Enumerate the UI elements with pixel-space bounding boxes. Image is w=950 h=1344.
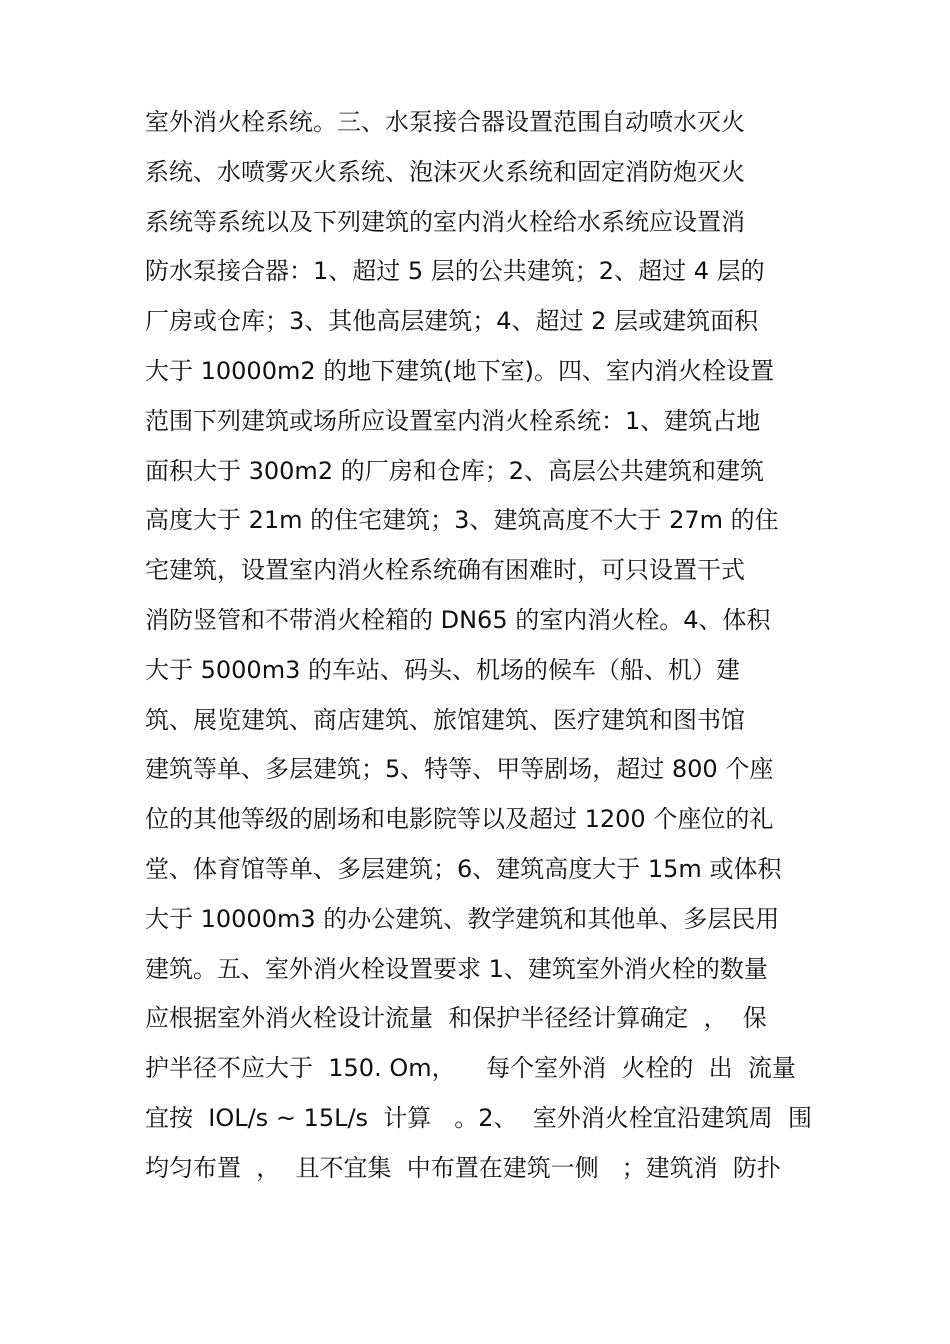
text-line-3: 系统等系统以及下列建筑的室内消火栓给水系统应设置消 [145, 207, 745, 236]
text-line-14: 建筑等单、多层建筑；5、特等、甲等剧场，超过 800 个座 [145, 755, 774, 784]
text-line-6: 大于 10000m2 的地下建筑(地下室)。四、室内消火栓设置 [145, 356, 774, 385]
text-line-16: 堂、体育馆等单、多层建筑；6、建筑高度大于 15m 或体积 [145, 854, 782, 883]
text-line-2: 系统、水喷雾灭火系统、泡沫灭火系统和固定消防炮灭火 [145, 157, 745, 186]
text-line-4: 防水泵接合器：1、超过 5 层的公共建筑；2、超过 4 层的 [145, 257, 765, 286]
text-line-18: 建筑。五、室外消火栓设置要求 1、建筑室外消火栓的数量 [145, 954, 768, 983]
text-line-13: 筑、展览建筑、商店建筑、旅馆建筑、医疗建筑和图书馆 [145, 705, 745, 734]
text-line-21: 宜按 IOL/s ~ 15L/s 计算 。2、 室外消火栓宜沿建筑周 围 [145, 1103, 812, 1132]
body-text [145, 98, 825, 1194]
text-line-8: 面积大于 300m2 的厂房和仓库；2、高层公共建筑和建筑 [145, 456, 764, 485]
text-line-9: 高度大于 21m 的住宅建筑；3、建筑高度不大于 27m 的住 [145, 506, 779, 535]
text-line-11: 消防竖管和不带消火栓箱的 DN65 的室内消火栓。4、体积 [145, 605, 771, 634]
text-line-17: 大于 10000m3 的办公建筑、教学建筑和其他单、多层民用 [145, 904, 780, 933]
text-line-20: 护半径不应大于 150. Om， 每个室外消 火栓的 出 流量 [145, 1054, 796, 1083]
text-line-1: 室外消火栓系统。三、水泵接合器设置范围自动喷水灭火 [145, 108, 745, 136]
text-line-7: 范围下列建筑或场所应设置室内消火栓系统：1、建筑占地 [145, 406, 761, 435]
text-line-22: 均匀布置 ， 且不宜集 中布置在建筑一侧 ；建筑消 防扑 [145, 1153, 781, 1182]
text-line-10: 宅建筑，设置室内消火栓系统确有困难时，可只设置干式 [145, 556, 745, 585]
text-line-5: 厂房或仓库；3、其他高层建筑；4、超过 2 层或建筑面积 [145, 307, 759, 336]
text-line-15: 位的其他等级的剧场和电影院等以及超过 1200 个座位的礼 [145, 805, 774, 834]
text-line-12: 大于 5000m3 的车站、码头、机场的候车（船、机）建 [145, 655, 740, 684]
text-line-19: 应根据室外消火栓设计流量 和保护半径经计算确定 ， 保 [145, 1004, 767, 1033]
